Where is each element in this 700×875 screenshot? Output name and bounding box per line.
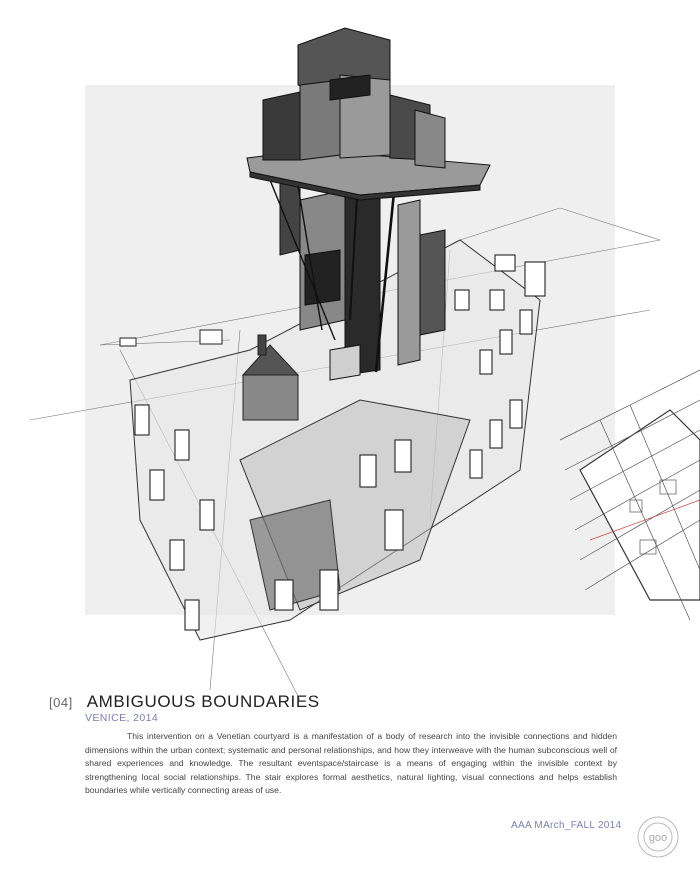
project-subtitle: VENICE, 2014 — [85, 712, 159, 724]
project-heading — [49, 692, 320, 712]
project-title: AMBIGUOUS BOUNDARIES — [86, 692, 320, 711]
project-description: This intervention on a Venetian courtyard is a manifestation of a body of research into the invisible connections and hidden dimensions within the urban context; systematic and personal relationships, and how they interweave with the human subconscious well of shared experiences and knowledge. The resultant eventspace/staircase is a means of engaging within the invisible context by strengthening local social relationships. The stair explores formal aesthetics, natural lighting, visual connections and helps establish boundaries while vertically connecting areas of use. — [85, 731, 617, 796]
svg-text:goo: goo — [648, 832, 668, 844]
site-plan — [560, 370, 700, 620]
program-footer: AAA MArch_FALL 2014 — [511, 820, 622, 831]
rooftop-blocks — [263, 28, 445, 168]
project-number: [04] — [49, 695, 73, 710]
watermark-stamp — [627, 812, 689, 862]
